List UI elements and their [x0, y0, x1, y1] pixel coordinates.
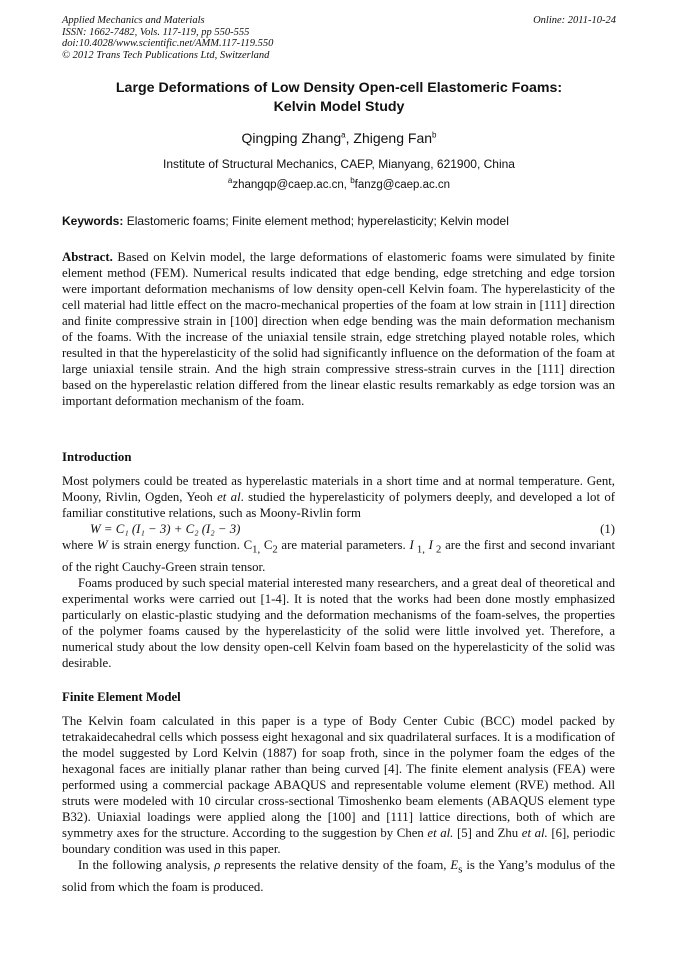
author-separator: , — [345, 130, 354, 146]
abstract-paragraph — [62, 249, 615, 409]
intro-p2-I1: I — [409, 538, 414, 552]
equation-formula: W = C₁ (I₁ − 3) + C₂ (I₂ − 3) — [90, 522, 241, 536]
title-line-2: Kelvin Model Study — [273, 99, 405, 115]
journal-header — [62, 15, 616, 61]
intro-p2-text-b: C — [260, 538, 273, 552]
fem-p2-text-a: In the following analysis, — [78, 858, 215, 872]
email-b: fanzg@caep.ac.cn — [354, 179, 451, 191]
fem-paragraph-2 — [62, 857, 615, 895]
intro-p2-sub-1: 1, — [252, 544, 261, 556]
issn-line: ISSN: 1662-7482, Vols. 117-119, pp 550-555 — [62, 26, 250, 38]
fem-p1-text-b: [5] and Zhu — [453, 826, 522, 840]
author-1: Qingping Zhang — [241, 130, 342, 146]
equation-number: (1) — [600, 522, 615, 536]
email-b-mark: b — [350, 176, 355, 186]
intro-p2-sub-4: 2 — [432, 544, 442, 556]
author-list — [62, 129, 616, 147]
intro-p2-sub-2: 2 — [272, 544, 278, 556]
intro-p2-text-d: are the first and second invariant of the right Cauchy-Green strain tensor. — [62, 538, 615, 574]
keywords-label: Keywords: — [62, 214, 124, 228]
intro-p2-text-c: are material parameters. — [277, 538, 410, 552]
introduction-paragraph-2 — [62, 537, 615, 575]
introduction-section — [62, 449, 615, 671]
fem-p1-etal-1: et al. — [427, 826, 454, 840]
intro-p1-text-b: . studied the hyperelasticity of polymers deeply, and developed a lot of familiar constitutive relations, such as Moony-Rivlin form — [62, 490, 615, 520]
email-a-mark: a — [227, 176, 233, 186]
author-2-affil-mark: b — [432, 130, 437, 140]
intro-p2-sub-3: 1, — [413, 544, 425, 556]
fem-p2-text-c: is the Yang’s modulus of the solid from which the foam is produced. — [62, 858, 615, 894]
intro-p1-text-a: Most polymers could be treated as hyperelastic materials in a short time and at normal temperature. Gent, Moony, Rivlin, Ogden, Yeoh — [62, 474, 615, 504]
author-emails — [62, 178, 616, 193]
intro-p2-text-a: is strain energy function. C — [107, 538, 253, 552]
abstract — [62, 249, 615, 409]
abstract-label: Abstract. — [62, 250, 113, 264]
online-date: Online: 2011-10-24 — [533, 15, 616, 26]
journal-name: Applied Mechanics and Materials — [62, 15, 205, 26]
fem-heading: Finite Element Model — [62, 690, 181, 704]
author-2: Zhigeng Fan — [353, 130, 433, 146]
abstract-text: Based on Kelvin model, the large deformations of elastomeric foams were simulated by finite element method (FEM). Numerical results indicated that edge bending, edge stretching and edge torsion were important deformation mechanisms of low density open-cell Kelvin foam. The hyperelasticity of the cell material had little effect on the macro-mechanical properties of the foam at low strain in [111] direction and finite compressive strain in [100] direction when edge bending was the main deformation mechanism of the foams. With the increase of the uniaxial tensile strain, edge stretching played notable roles, which resulted in that the hyperelasticity of the solid had significantly influence on the deformation of the foam at large uniaxial tensile strain. And the high strain compressive stress-strain curves in the [111] direction based on the hyperelastic relation differed from the linear elastic results remarkably as edge torsion was an important deformation mechanism of the foam. — [62, 250, 615, 408]
affiliation: Institute of Structural Mechanics, CAEP, Mianyang, 621900, China — [163, 157, 515, 171]
fem-p2-rho: ρ — [214, 858, 221, 872]
introduction-paragraph-1 — [62, 473, 615, 521]
fem-p2-sub-s: s — [458, 864, 463, 876]
fem-p1-etal-2: et al. — [521, 826, 548, 840]
equation-1 — [62, 521, 615, 537]
fem-p2-text-b: represents the relative density of the foam, — [220, 858, 451, 872]
author-1-affil-mark: a — [341, 130, 346, 140]
introduction-heading: Introduction — [62, 450, 132, 464]
copyright-line: © 2012 Trans Tech Publications Ltd, Switzerland — [62, 49, 270, 61]
doi-line: doi:10.4028/www.scientific.net/AMM.117-119.550 — [62, 38, 274, 49]
fem-paragraph-1 — [62, 713, 615, 857]
email-a: zhangqp@caep.ac.cn — [232, 179, 344, 191]
paper-title — [62, 79, 616, 117]
introduction-paragraph-3: Foams produced by such special material interested many researchers, and a great deal of theoretical and experimental works were carried out [1-4]. It is noted that the works had been done mostly emphasized particularly on elastic-plastic studying and the deformation mechanisms of the foam-selves, the properties of the polymer foams caused by the hyperelasticity of the solid were little involved yet. Therefore, a numerical study about the low density open-cell Kelvin foam based on the hyperelasticity of the solid was desirable. — [62, 575, 615, 670]
title-line-1: Large Deformations of Low Density Open-cell Elastomeric Foams: — [115, 80, 563, 96]
fem-p1-text-c: [6], periodic boundary condition was used in this paper. — [62, 826, 615, 856]
fem-p2-E: E — [450, 858, 459, 872]
fem-p1-text-a: The Kelvin foam calculated in this paper is a type of Body Center Cubic (BCC) model packed by tetrakaidecahedral cells which possess eight hexagonal and six quadrilateral surfaces. It is a modification of the model suggested by Lord Kelvin (1887) for soap froth, since in the polymer foam the edges of the hexagonal faces are initially planar rather than being curved [4]. The finite element analysis (FEA) were performed using a commercial package ABAQUS and representable volume element (RVE) method. All struts were modeled with 10 circular cross-sectional Timoshenko beam elements (ABAQUS element type B32). Uniaxial loadings were applied along the [100] and [111] lattice directions, both of which are symmetry axes for the structure. According to the suggestion by Chen — [62, 714, 615, 840]
keywords-text: Elastomeric foams; Finite element method; hyperelasticity; Kelvin model — [123, 214, 509, 228]
intro-p2-W: W — [96, 538, 108, 552]
keywords — [62, 214, 616, 229]
intro-p2-where: where — [62, 538, 97, 552]
email-separator: , — [343, 179, 351, 191]
intro-p1-etal: et al — [217, 490, 241, 504]
fem-section — [62, 689, 615, 895]
intro-p2-I2: I — [424, 538, 433, 552]
